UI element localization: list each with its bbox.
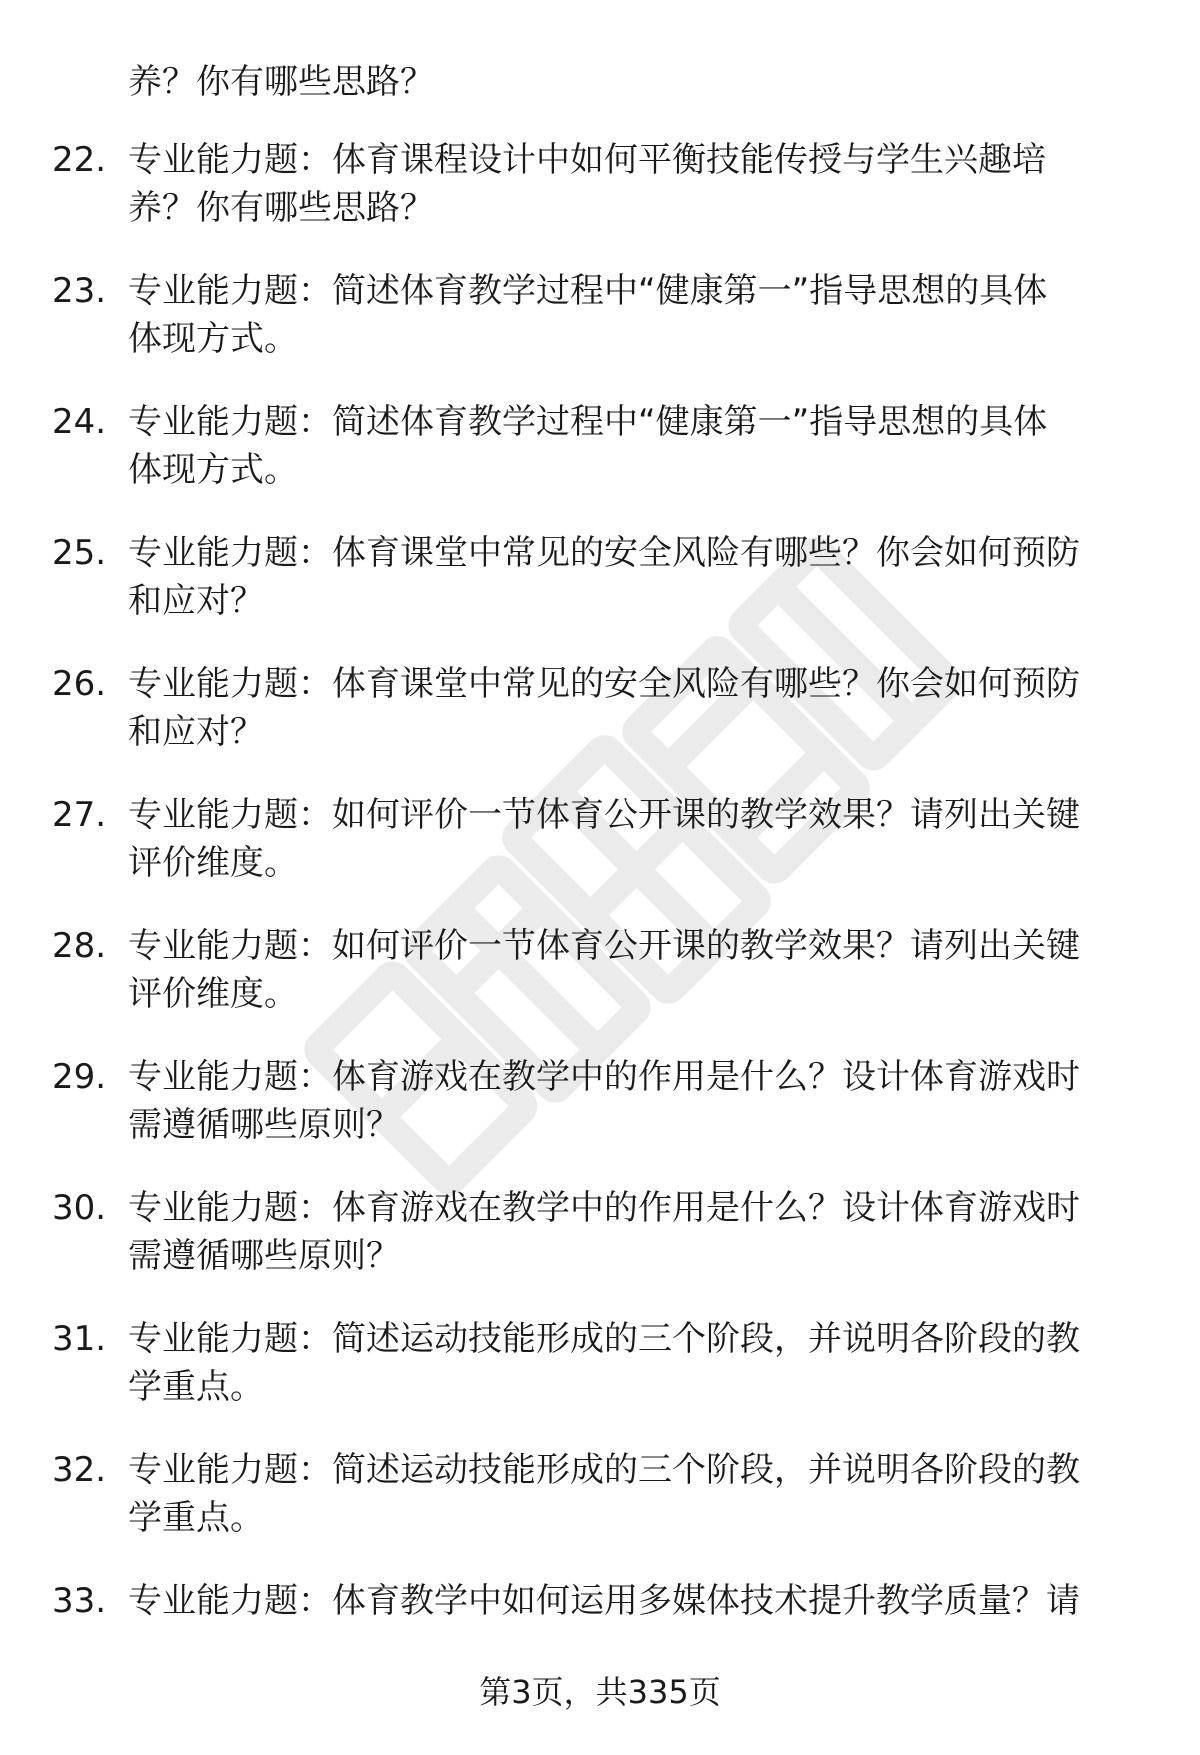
question-text-line: 和应对？ xyxy=(128,712,264,752)
question-number: 31. xyxy=(52,1319,107,1359)
question-text-line: 养？你有哪些思路？ xyxy=(128,188,434,228)
question-text-line: 专业能力题：简述运动技能形成的三个阶段，并说明各阶段的教 xyxy=(128,1450,1080,1490)
question-text-line: 体现方式。 xyxy=(128,450,298,490)
question-text-line: 体现方式。 xyxy=(128,319,298,359)
question-text-line: 需遵循哪些原则？ xyxy=(128,1105,400,1145)
question-text-line: 专业能力题：体育课堂中常见的安全风险有哪些？你会如何预防 xyxy=(128,664,1080,704)
question-text-line: 评价维度。 xyxy=(128,843,298,883)
question-text-line: 专业能力题：如何评价一节体育公开课的教学效果？请列出关键 xyxy=(128,926,1080,966)
question-number: 26. xyxy=(52,664,107,704)
question-number: 28. xyxy=(52,926,107,966)
question-item-26 xyxy=(0,660,1200,756)
question-item-23 xyxy=(0,267,1200,363)
question-item-33 xyxy=(0,1577,1200,1673)
question-text-line: 专业能力题：体育课程设计中如何平衡技能传授与学生兴趣培 xyxy=(128,140,1046,180)
question-number: 33. xyxy=(52,1581,107,1621)
question-item-31 xyxy=(0,1315,1200,1411)
question-text-line: 评价维度。 xyxy=(128,974,298,1014)
question-item-27 xyxy=(0,791,1200,887)
question-item-30 xyxy=(0,1184,1200,1280)
question-number: 24. xyxy=(52,402,107,442)
question-number: 30. xyxy=(52,1188,107,1228)
question-number: 27. xyxy=(52,795,107,835)
question-item-24 xyxy=(0,398,1200,494)
question-text-line: 和应对？ xyxy=(128,581,264,621)
question-number: 23. xyxy=(52,271,107,311)
continuation-line: 养？你有哪些思路？ xyxy=(128,62,434,102)
question-text-line: 专业能力题：简述体育教学过程中“健康第一”指导思想的具体 xyxy=(128,402,1048,442)
question-text-line: 学重点。 xyxy=(128,1498,264,1538)
question-list xyxy=(0,136,1200,1708)
question-text-line: 专业能力题：体育游戏在教学中的作用是什么？设计体育游戏时 xyxy=(128,1188,1080,1228)
question-text-line: 专业能力题：体育游戏在教学中的作用是什么？设计体育游戏时 xyxy=(128,1057,1080,1097)
question-number: 22. xyxy=(52,140,107,180)
question-text-line: 需遵循哪些原则？ xyxy=(128,1236,400,1276)
question-number: 32. xyxy=(52,1450,107,1490)
page-footer: 第3页，共335页 xyxy=(479,1673,721,1711)
question-text-line: 学重点。 xyxy=(128,1367,264,1407)
question-item-22 xyxy=(0,136,1200,232)
question-text-line: 专业能力题：简述运动技能形成的三个阶段，并说明各阶段的教 xyxy=(128,1319,1080,1359)
question-item-25 xyxy=(0,529,1200,625)
question-number: 29. xyxy=(52,1057,107,1097)
question-text-line: 专业能力题：简述体育教学过程中“健康第一”指导思想的具体 xyxy=(128,271,1048,311)
question-item-32 xyxy=(0,1446,1200,1542)
question-text-line: 专业能力题：如何评价一节体育公开课的教学效果？请列出关键 xyxy=(128,795,1080,835)
question-item-28 xyxy=(0,922,1200,1018)
question-item-29 xyxy=(0,1053,1200,1149)
question-number: 25. xyxy=(52,533,107,573)
question-text-line: 专业能力题：体育课堂中常见的安全风险有哪些？你会如何预防 xyxy=(128,533,1080,573)
question-text-line: 专业能力题：体育教学中如何运用多媒体技术提升教学质量？请 xyxy=(128,1581,1080,1621)
